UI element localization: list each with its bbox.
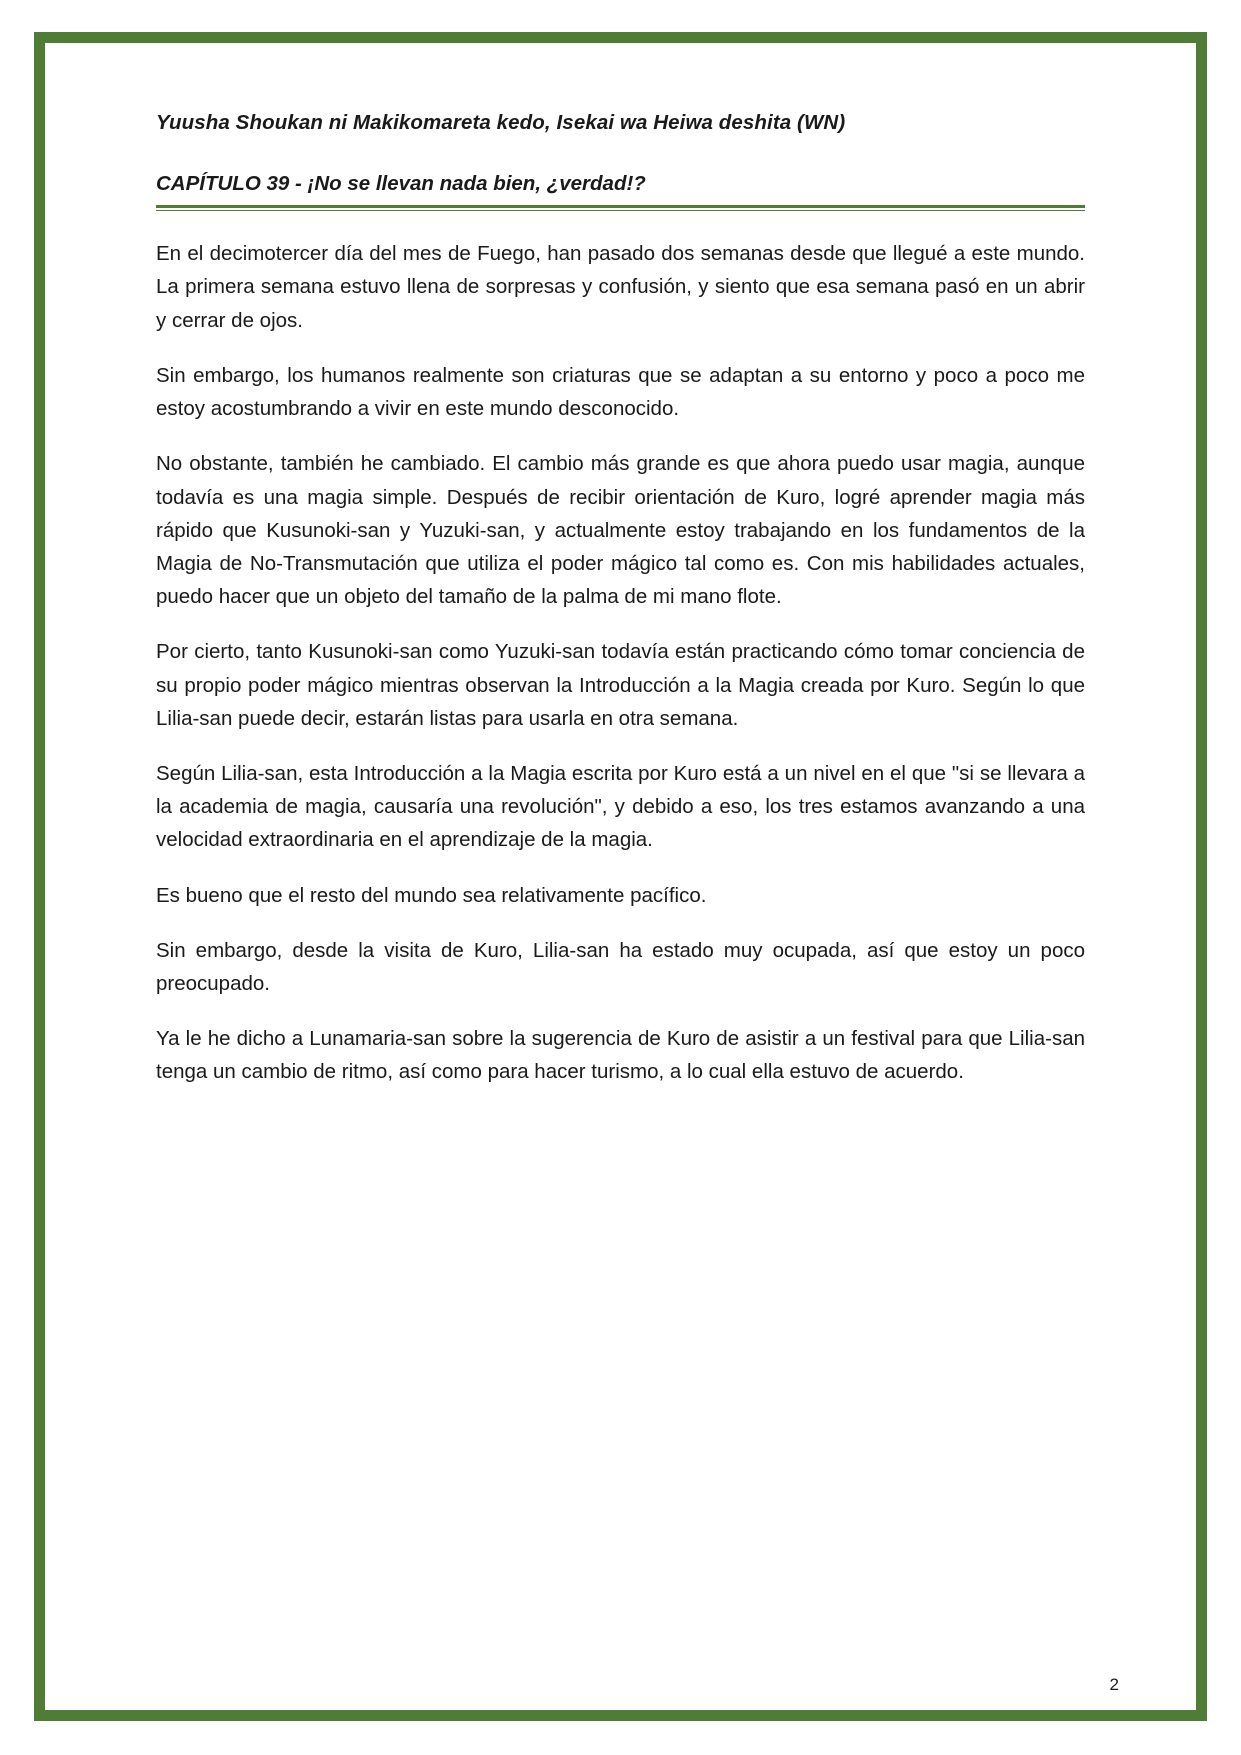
body-paragraph: Según Lilia-san, esta Introducción a la Magia escrita por Kuro está a un nivel en el que "si se llevara a la academia de magia, causaría una revolución", y debido a eso, los tres estamos avanzando a una velocidad extraordinaria en el aprendizaje de la magia. [156,761,1085,852]
body-paragraph: Sin embargo, desde la visita de Kuro, Lilia-san ha estado muy ocupada, así que estoy un poco preocupado. [156,938,1085,995]
document-title: Yuusha Shoukan ni Makikomareta kedo, Isekai wa Heiwa deshita (WN) [156,111,846,134]
page-number: 2 [1109,1675,1119,1694]
chapter-heading: CAPÍTULO 39 - ¡No se llevan nada bien, ¿verdad!? [156,171,646,195]
body-paragraph: Sin embargo, los humanos realmente son criaturas que se adaptan a su entorno y poco a poco me estoy acostumbrando a vivir en este mundo desconocido. [156,363,1085,421]
body-paragraph: En el decimotercer día del mes de Fuego, han pasado dos semanas desde que llegué a este mundo. La primera semana estuvo llena de sorpresas y confusión, y siento que esa semana pasó en un abrir y cerrar de ojos. [156,242,1085,332]
body-paragraph: Es bueno que el resto del mundo sea relativamente pacífico. [156,883,707,907]
body-paragraph: Por cierto, tanto Kusunoki-san como Yuzuki-san todavía están practicando cómo tomar conciencia de su propio poder mágico mientras observan la Introducción a la Magia creada por Kuro. Según lo que Lilia-san puede decir, estarán listas para usarla en otra semana. [156,640,1085,730]
body-paragraph: No obstante, también he cambiado. El cambio más grande es que ahora puedo usar magia, aunque todavía es una magia simple. Después de recibir orientación de Kuro, logré aprender magia más rápido que Kusunoki-san y Yuzuki-san, y actualmente estoy trabajando en los fundamentos de la Magia de No-Transmutación que utiliza el poder mágico tal como es. Con mis habilidades actuales, puedo hacer que un objeto del tamaño de la palma de mi mano flote. [156,452,1085,609]
heading-divider [156,205,1085,211]
body-paragraph: Ya le he dicho a Lunamaria-san sobre la sugerencia de Kuro de asistir a un festival para que Lilia-san tenga un cambio de ritmo, así como para hacer turismo, a lo cual ella estuvo de acuerdo. [156,1027,1085,1084]
page-content [34,32,1207,1721]
